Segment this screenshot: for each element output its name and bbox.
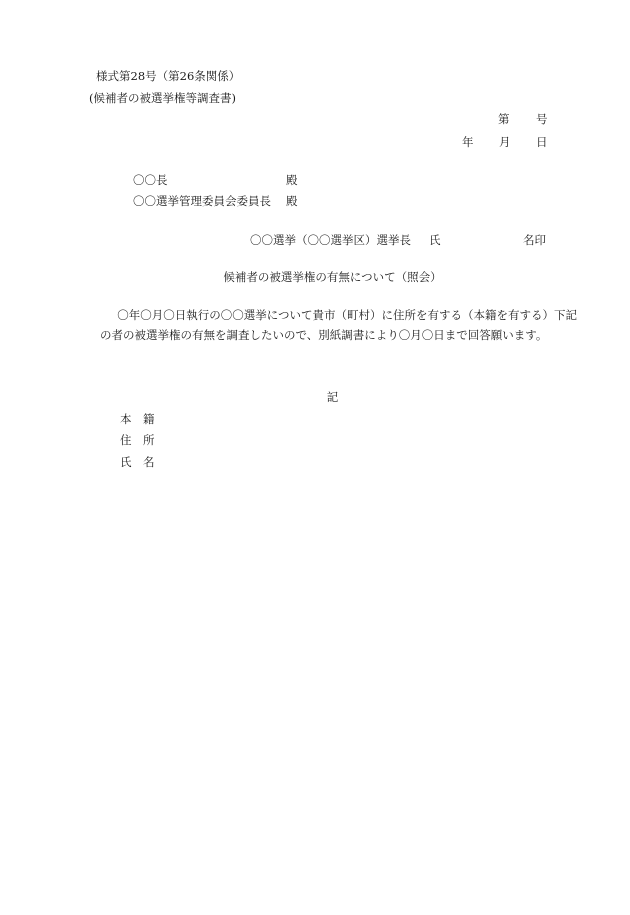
field-shimei-a: 氏 (120, 455, 132, 469)
body-text: 〇年〇月〇日執行の〇〇選挙について貴市（町村）に住所を有する（本籍を有する）下記の者の被選挙権の有無を調査したいので、別紙調書により〇月〇日まで回答願います。 (100, 308, 578, 342)
field-shimei-b: 名 (143, 455, 155, 469)
recipient-1-honorific: 殿 (286, 173, 298, 187)
recipient-1-name: 〇〇長 (133, 173, 168, 187)
date-month: 月 (499, 135, 511, 149)
field-jusho-b: 所 (143, 433, 155, 447)
form-name: (候補者の被選挙権等調査書) (89, 91, 236, 105)
date-day: 日 (536, 135, 548, 149)
form-number: 様式第28号（第26条関係） (96, 69, 241, 83)
ki-heading: 記 (326, 390, 339, 404)
field-honseki-a: 本 (120, 412, 132, 426)
doc-number-go: 号 (536, 112, 548, 126)
field-honseki-b: 籍 (143, 412, 155, 426)
date-year: 年 (462, 135, 474, 149)
subject: 候補者の被選挙権の有無について（照会） (223, 270, 442, 284)
sender-name-label: 氏 (429, 233, 441, 247)
recipient-2-name: 〇〇選挙管理委員会委員長 (133, 194, 271, 208)
doc-number-dai: 第 (498, 112, 510, 126)
field-jusho-a: 住 (120, 433, 132, 447)
sender-title: 〇〇選挙（〇〇選挙区）選挙長 (250, 233, 411, 247)
sender-seal: 名印 (523, 233, 546, 247)
body-paragraph (100, 306, 578, 345)
recipient-2-honorific: 殿 (286, 194, 298, 208)
